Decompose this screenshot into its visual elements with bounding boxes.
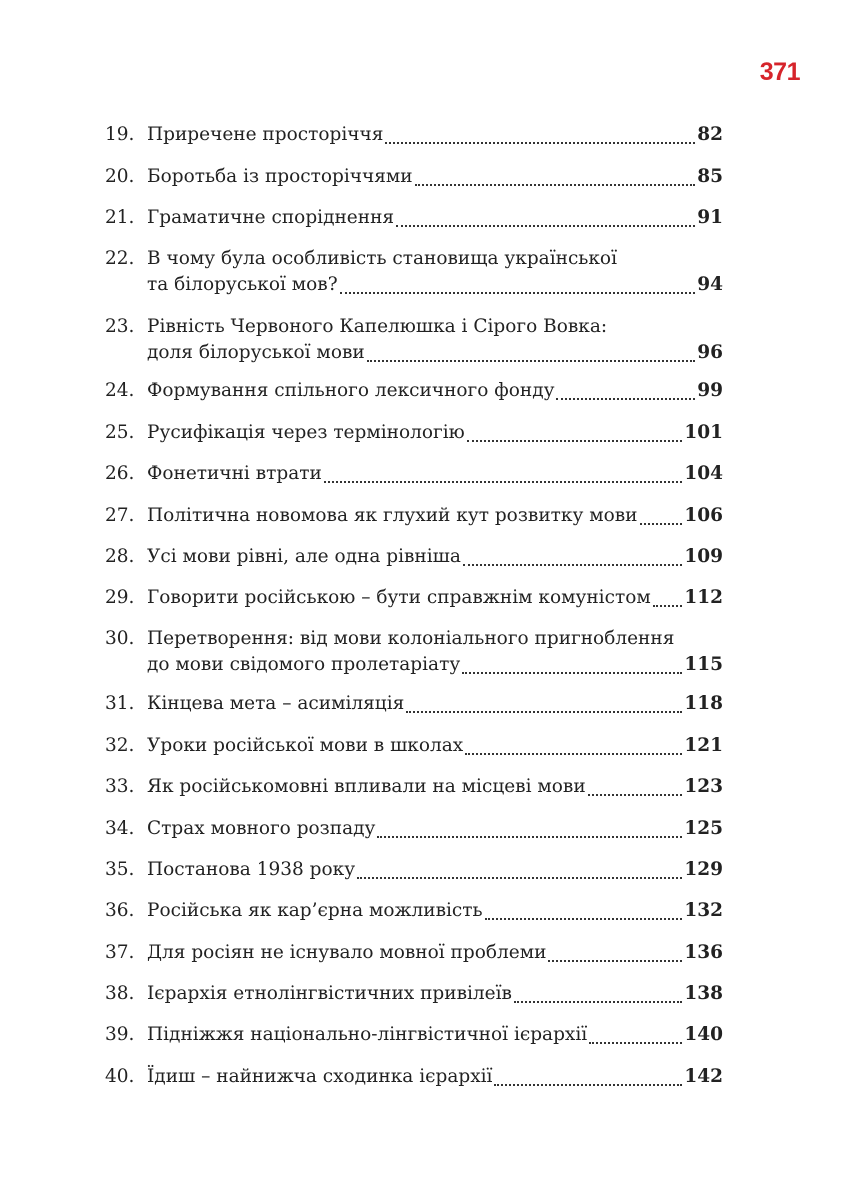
toc-entry-title: Фонетичні втрати	[147, 463, 322, 484]
toc-entry-page: 129	[684, 859, 723, 880]
toc-entry-page: 96	[697, 342, 723, 363]
toc-entry-number: 19.	[105, 124, 135, 145]
toc-entry-number: 33.	[105, 776, 135, 797]
dot-leader	[324, 480, 683, 483]
toc-entry-number: 36.	[105, 900, 135, 921]
dot-leader	[494, 1083, 682, 1086]
dot-leader	[340, 291, 696, 294]
toc-entry[interactable]	[105, 1022, 723, 1048]
toc-entry-title: Говорити російською – бути справжнім комуністом	[147, 587, 651, 608]
toc-entry-number: 29.	[105, 587, 135, 608]
toc-entry-title-line1: Перетворення: від мови колоніального пригноблення	[147, 628, 675, 649]
dot-leader	[467, 439, 683, 442]
toc-entry[interactable]	[105, 1064, 723, 1090]
toc-entry[interactable]	[105, 691, 723, 717]
toc-entry[interactable]	[105, 378, 723, 404]
toc-entry[interactable]	[105, 857, 723, 883]
toc-entry-title-line1: В чому була особливість становища української	[147, 248, 617, 269]
toc-entry[interactable]	[105, 461, 723, 487]
toc-entry-title: Формування спільного лексичного фонду	[147, 380, 555, 401]
toc-entry-number: 35.	[105, 859, 135, 880]
toc-entry-number: 40.	[105, 1066, 135, 1087]
toc-entry-page: 125	[684, 818, 723, 839]
toc-entry[interactable]	[105, 246, 723, 298]
toc-entry-page: 104	[684, 463, 723, 484]
toc-entry-title: Як російськомовні впливали на місцеві мови	[147, 776, 586, 797]
toc-entry-page: 91	[697, 207, 723, 228]
toc-entry-page: 138	[684, 983, 723, 1004]
toc-entry-page: 109	[684, 546, 723, 567]
toc-entry-number: 25.	[105, 422, 135, 443]
toc-entry[interactable]	[105, 164, 723, 190]
toc-entry-title: Для росіян не існувало мовної проблеми	[147, 942, 547, 963]
toc-entry-page: 82	[697, 124, 723, 145]
dot-leader	[406, 710, 682, 713]
toc-entry-title: Усі мови рівні, але одна рівніша	[147, 546, 461, 567]
toc-entry[interactable]	[105, 544, 723, 570]
toc-entry[interactable]	[105, 314, 723, 366]
toc-entry-number: 34.	[105, 818, 135, 839]
dot-leader	[589, 1041, 682, 1044]
dot-leader	[548, 959, 682, 962]
toc-entry-title: Русифікація через термінологію	[147, 422, 465, 443]
toc-entry-title: Ієрархія етнолінгвістичних привілеїв	[147, 983, 512, 1004]
toc-entry-title: Страх мовного розпаду	[147, 818, 376, 839]
dot-leader	[556, 397, 695, 400]
toc-entry[interactable]	[105, 626, 723, 678]
toc-entry-page: 99	[697, 380, 723, 401]
toc-entry-number: 24.	[105, 380, 135, 401]
dot-leader	[367, 359, 696, 362]
toc-entry-page: 118	[684, 693, 723, 714]
toc-entry-page: 132	[684, 900, 723, 921]
toc-entry[interactable]	[105, 205, 723, 231]
toc-entry-number: 27.	[105, 505, 135, 526]
table-of-contents	[105, 0, 723, 1200]
toc-entry-title: Російська як кар’єрна можливість	[147, 900, 483, 921]
dot-leader	[485, 917, 683, 920]
toc-entry-page: 106	[684, 505, 723, 526]
toc-entry[interactable]	[105, 122, 723, 148]
toc-entry[interactable]	[105, 816, 723, 842]
toc-entry-title: Постанова 1938 року	[147, 859, 356, 880]
dot-leader	[385, 141, 695, 144]
toc-entry-title: Приречене просторіччя	[147, 124, 384, 145]
toc-entry-number: 39.	[105, 1024, 135, 1045]
dot-leader	[415, 183, 696, 186]
toc-entry-title: Політична новомова як глухий кут розвитку мови	[147, 505, 638, 526]
toc-entry-page: 142	[684, 1066, 723, 1087]
toc-entry-page: 94	[697, 274, 723, 295]
toc-entry-title-line1: Рівність Червоного Капелюшка і Сірого Вовка:	[147, 316, 608, 337]
dot-leader	[462, 671, 682, 674]
toc-entry[interactable]	[105, 585, 723, 611]
toc-entry-title: Боротьба із просторіччями	[147, 166, 413, 187]
page-number: 371	[759, 58, 800, 86]
dot-leader	[463, 563, 682, 566]
toc-entry-page: 101	[684, 422, 723, 443]
toc-entry[interactable]	[105, 940, 723, 966]
toc-entry-title-line2: та білоруської мов?	[147, 274, 338, 295]
toc-entry-title: Їдиш – найнижча сходинка ієрархії	[147, 1066, 493, 1087]
dot-leader	[640, 522, 683, 525]
toc-entry[interactable]	[105, 503, 723, 529]
toc-entry-title: Уроки російської мови в школах	[147, 735, 464, 756]
toc-entry-title: Підніжжя національно-лінгвістичної ієрархії	[147, 1024, 588, 1045]
toc-entry[interactable]	[105, 981, 723, 1007]
toc-entry-number: 32.	[105, 735, 135, 756]
toc-entry-number: 31.	[105, 693, 135, 714]
toc-entry-number: 30.	[105, 628, 135, 649]
toc-entry-page: 123	[684, 776, 723, 797]
toc-entry-number: 21.	[105, 207, 135, 228]
dot-leader	[377, 835, 682, 838]
toc-entry[interactable]	[105, 733, 723, 759]
toc-entry-title: Граматичне споріднення	[147, 207, 395, 228]
toc-entry-number: 26.	[105, 463, 135, 484]
toc-entry-page: 140	[684, 1024, 723, 1045]
dot-leader	[514, 1000, 682, 1003]
dot-leader	[588, 793, 683, 796]
toc-entry-number: 20.	[105, 166, 135, 187]
toc-entry-number: 23.	[105, 316, 135, 337]
toc-entry[interactable]	[105, 774, 723, 800]
toc-entry-page: 115	[684, 654, 723, 675]
toc-entry[interactable]	[105, 420, 723, 446]
toc-entry-number: 37.	[105, 942, 135, 963]
dot-leader	[653, 604, 683, 607]
toc-entry-number: 38.	[105, 983, 135, 1004]
toc-entry-page: 136	[684, 942, 723, 963]
toc-entry-page: 85	[697, 166, 723, 187]
toc-entry-number: 28.	[105, 546, 135, 567]
toc-entry-page: 112	[684, 587, 723, 608]
toc-entry-number: 22.	[105, 248, 135, 269]
dot-leader	[465, 752, 682, 755]
toc-entry-title: Кінцева мета – асиміляція	[147, 693, 405, 714]
dot-leader	[396, 224, 695, 227]
toc-entry[interactable]	[105, 898, 723, 924]
dot-leader	[357, 876, 682, 879]
toc-entry-title-line2: до мови свідомого пролетаріату	[147, 654, 461, 675]
toc-entry-title-line2: доля білоруської мови	[147, 342, 365, 363]
toc-entry-page: 121	[684, 735, 723, 756]
